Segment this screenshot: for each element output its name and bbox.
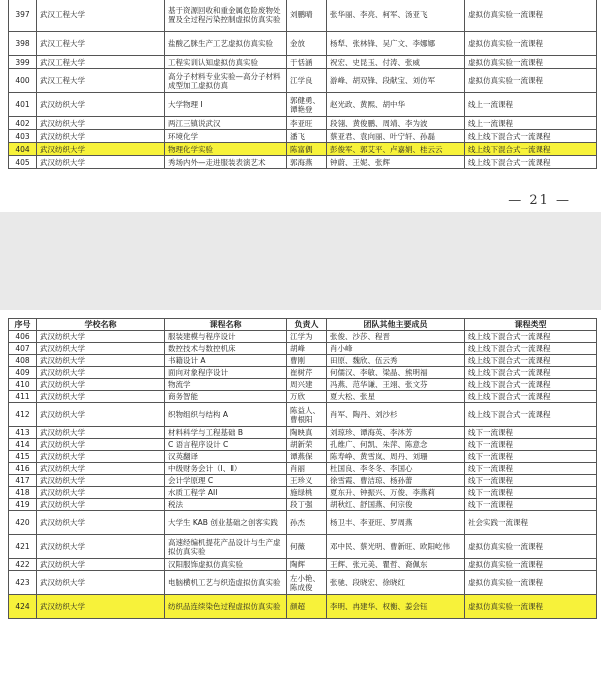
cell-no: 421	[9, 535, 37, 559]
cell-type: 虚拟仿真实验一流课程	[465, 69, 597, 93]
table-row	[9, 367, 597, 379]
table-row	[9, 32, 597, 56]
cell-no: 412	[9, 403, 37, 427]
cell-school: 武汉工程大学	[37, 0, 165, 32]
cell-no: 420	[9, 511, 37, 535]
cell-members: 段翎、黄俊鹏、周靖、李为波	[327, 117, 465, 130]
cell-course: 大学物理 I	[165, 93, 287, 117]
cell-course: 中级财务会计（Ⅰ、Ⅱ）	[165, 463, 287, 475]
cell-leader: 谭燕保	[287, 451, 327, 463]
cell-no: 423	[9, 571, 37, 595]
cell-leader: 李亚旺	[287, 117, 327, 130]
cell-type: 线下一流课程	[465, 487, 597, 499]
table-row	[9, 595, 597, 619]
cell-no: 414	[9, 439, 37, 451]
cell-school: 武汉纺织大学	[37, 331, 165, 343]
table-row	[9, 559, 597, 571]
cell-school: 武汉纺织大学	[37, 535, 165, 559]
cell-no: 410	[9, 379, 37, 391]
cell-course: 纺织品连续染色过程虚拟仿真实验	[165, 595, 287, 619]
cell-leader: 江学为	[287, 331, 327, 343]
cell-course: C 语言程序设计 C	[165, 439, 287, 451]
cell-course: 面向对象程序设计	[165, 367, 287, 379]
course-table-body	[9, 0, 597, 169]
table-row	[9, 511, 597, 535]
cell-leader: 胡新荣	[287, 439, 327, 451]
cell-members: 冯燕、范华谦、王翊、张文芬	[327, 379, 465, 391]
cell-course: 服装建模与程序设计	[165, 331, 287, 343]
cell-leader: 何薇	[287, 535, 327, 559]
header-type: 课程类型	[465, 319, 597, 331]
cell-leader: 陈富偶	[287, 143, 327, 156]
table-row	[9, 355, 597, 367]
cell-type: 线上线下混合式一流课程	[465, 367, 597, 379]
table-row	[9, 487, 597, 499]
cell-school: 武汉纺织大学	[37, 117, 165, 130]
cell-school: 武汉纺织大学	[37, 463, 165, 475]
cell-leader: 崔树芹	[287, 367, 327, 379]
cell-leader: 左小艳、陈成俊	[287, 571, 327, 595]
table-row	[9, 379, 597, 391]
cell-school: 武汉纺织大学	[37, 143, 165, 156]
cell-leader: 郭健勇、谭艳登	[287, 93, 327, 117]
cell-no: 422	[9, 559, 37, 571]
cell-course: 大学生 KAB 创业基础之创客实践	[165, 511, 287, 535]
cell-type: 线上线下混合式一流课程	[465, 331, 597, 343]
page-gap	[0, 212, 601, 310]
cell-school: 武汉纺织大学	[37, 130, 165, 143]
cell-leader: 江学良	[287, 69, 327, 93]
cell-course: 物理化学实验	[165, 143, 287, 156]
cell-leader: 孙杰	[287, 511, 327, 535]
cell-members: 夏东升、钟振兴、万俊、李燕莉	[327, 487, 465, 499]
table-row	[9, 499, 597, 511]
cell-members: 田原、魏欣、伍云秀	[327, 355, 465, 367]
cell-school: 武汉工程大学	[37, 56, 165, 69]
document-page-upper	[0, 0, 601, 212]
cell-members: 杨卫丰、李亚旺、罗周燕	[327, 511, 465, 535]
cell-leader: 陶辉	[287, 559, 327, 571]
cell-members: 张驰、段晓宏、徐晓红	[327, 571, 465, 595]
cell-type: 线上线下混合式一流课程	[465, 355, 597, 367]
cell-school: 武汉纺织大学	[37, 439, 165, 451]
cell-leader: 郭海燕	[287, 156, 327, 169]
course-table-continued	[8, 0, 597, 169]
cell-school: 武汉纺织大学	[37, 499, 165, 511]
cell-type: 线下一流课程	[465, 499, 597, 511]
cell-type: 线下一流课程	[465, 439, 597, 451]
cell-course: 基于资源回收和重金属危险废物处置及全过程污染控制虚拟仿真实验	[165, 0, 287, 32]
cell-school: 武汉纺织大学	[37, 511, 165, 535]
cell-members: 杨犁、张林锋、吴广文、李娜娜	[327, 32, 465, 56]
cell-members: 游峰、胡双锋、段献宝、刘仿军	[327, 69, 465, 93]
cell-leader: 金放	[287, 32, 327, 56]
cell-course: 物流学	[165, 379, 287, 391]
cell-no: 404	[9, 143, 37, 156]
cell-members: 孔维广、何凯、朱萍、陈意念	[327, 439, 465, 451]
cell-type: 虚拟仿真实验一流课程	[465, 56, 597, 69]
cell-type: 线上线下混合式一流课程	[465, 379, 597, 391]
table-row	[9, 93, 597, 117]
table-row	[9, 571, 597, 595]
cell-no: 413	[9, 427, 37, 439]
cell-no: 406	[9, 331, 37, 343]
cell-school: 武汉工程大学	[37, 69, 165, 93]
cell-members: 肖小峰	[327, 343, 465, 355]
cell-no: 400	[9, 69, 37, 93]
cell-leader: 于恬涵	[287, 56, 327, 69]
table-row	[9, 331, 597, 343]
cell-members: 夏大松、张星	[327, 391, 465, 403]
cell-leader: 陈益人、曹根阳	[287, 403, 327, 427]
cell-members: 何儒汉、李敏、梁晶、熊明福	[327, 367, 465, 379]
header-leader: 负责人	[287, 319, 327, 331]
cell-school: 武汉纺织大学	[37, 156, 165, 169]
cell-type: 虚拟仿真实验一流课程	[465, 535, 597, 559]
cell-course: 电脑横机工艺与织造虚拟仿真实验	[165, 571, 287, 595]
cell-school: 武汉纺织大学	[37, 451, 165, 463]
cell-leader: 刘鹏晴	[287, 0, 327, 32]
cell-type: 虚拟仿真实验一流课程	[465, 32, 597, 56]
cell-leader: 陶映真	[287, 427, 327, 439]
table-row	[9, 56, 597, 69]
cell-course: 两江三镇说武汉	[165, 117, 287, 130]
cell-course: 税法	[165, 499, 287, 511]
cell-type: 线下一流课程	[465, 475, 597, 487]
cell-type: 虚拟仿真实验一流课程	[465, 0, 597, 32]
cell-members: 肖军、陶丹、刘沙杉	[327, 403, 465, 427]
cell-course: 环境化学	[165, 130, 287, 143]
cell-no: 397	[9, 0, 37, 32]
cell-no: 405	[9, 156, 37, 169]
cell-leader: 万欣	[287, 391, 327, 403]
cell-course: 高速经编机提花产品设计与生产虚拟仿真实验	[165, 535, 287, 559]
cell-school: 武汉纺织大学	[37, 571, 165, 595]
cell-course: 秀场内外—走进服装表演艺术	[165, 156, 287, 169]
cell-leader: 王珍义	[287, 475, 327, 487]
cell-no: 417	[9, 475, 37, 487]
cell-course: 水质工程学 AII	[165, 487, 287, 499]
cell-members: 祝宏、史昆玉、付涛、张威	[327, 56, 465, 69]
cell-type: 社会实践一流课程	[465, 511, 597, 535]
cell-type: 线上一流课程	[465, 93, 597, 117]
cell-school: 武汉纺织大学	[37, 559, 165, 571]
cell-no: 399	[9, 56, 37, 69]
table-row	[9, 69, 597, 93]
cell-type: 虚拟仿真实验一流课程	[465, 559, 597, 571]
cell-school: 武汉工程大学	[37, 32, 165, 56]
cell-members: 张俊、沙莎、程晋	[327, 331, 465, 343]
cell-members: 刘琼珍、谭海英、李沐芳	[327, 427, 465, 439]
cell-members: 李明、冉建华、权衡、姜会钰	[327, 595, 465, 619]
header-school: 学校名称	[37, 319, 165, 331]
cell-leader: 颜超	[287, 595, 327, 619]
cell-leader: 肖丽	[287, 463, 327, 475]
cell-no: 409	[9, 367, 37, 379]
cell-school: 武汉纺织大学	[37, 367, 165, 379]
cell-course: 汉英翻译	[165, 451, 287, 463]
cell-school: 武汉纺织大学	[37, 595, 165, 619]
cell-course: 盐酸乙脒生产工艺虚拟仿真实验	[165, 32, 287, 56]
table-row	[9, 130, 597, 143]
cell-members: 彭俊军、郭艾平、卢嘉娟、桂云云	[327, 143, 465, 156]
cell-no: 407	[9, 343, 37, 355]
cell-members: 邓中民、蔡光明、曹新旺、欧阳屹伟	[327, 535, 465, 559]
table-row	[9, 475, 597, 487]
cell-course: 会计学原理 C	[165, 475, 287, 487]
header-course: 课程名称	[165, 319, 287, 331]
cell-school: 武汉纺织大学	[37, 475, 165, 487]
cell-members: 张华丽、李亮、柯军、汤亚飞	[327, 0, 465, 32]
table-row	[9, 117, 597, 130]
cell-no: 398	[9, 32, 37, 56]
cell-members: 陈寿峥、黄雪岚、周丹、刘珊	[327, 451, 465, 463]
header-members: 团队其他主要成员	[327, 319, 465, 331]
cell-type: 线上线下混合式一流课程	[465, 391, 597, 403]
cell-type: 线下一流课程	[465, 427, 597, 439]
cell-members: 赵光政、黄熙、胡中华	[327, 93, 465, 117]
table-row	[9, 463, 597, 475]
page-number: — 21 —	[508, 193, 571, 208]
cell-no: 419	[9, 499, 37, 511]
cell-members: 蔡亚君、袁向丽、叶宁轩、孙磊	[327, 130, 465, 143]
cell-no: 424	[9, 595, 37, 619]
cell-no: 411	[9, 391, 37, 403]
cell-type: 虚拟仿真实验一流课程	[465, 595, 597, 619]
table-row	[9, 403, 597, 427]
cell-course: 高分子材料专业实验—高分子材料成型加工虚拟仿真	[165, 69, 287, 93]
cell-course: 材料科学与工程基础 B	[165, 427, 287, 439]
cell-type: 线上线下混合式一流课程	[465, 156, 597, 169]
table-row	[9, 391, 597, 403]
cell-no: 402	[9, 117, 37, 130]
cell-no: 415	[9, 451, 37, 463]
cell-no: 418	[9, 487, 37, 499]
table-row	[9, 439, 597, 451]
cell-school: 武汉纺织大学	[37, 403, 165, 427]
cell-course: 工程实训认知虚拟仿真实验	[165, 56, 287, 69]
cell-type: 虚拟仿真实验一流课程	[465, 571, 597, 595]
cell-leader: 周兴建	[287, 379, 327, 391]
cell-type: 线下一流课程	[465, 451, 597, 463]
table-row	[9, 343, 597, 355]
cell-no: 416	[9, 463, 37, 475]
cell-members: 杜国良、李冬冬、李国心	[327, 463, 465, 475]
course-table	[8, 318, 597, 619]
cell-school: 武汉纺织大学	[37, 427, 165, 439]
cell-type: 线下一流课程	[465, 463, 597, 475]
course-table-body	[9, 331, 597, 619]
cell-no: 408	[9, 355, 37, 367]
table-row	[9, 451, 597, 463]
cell-leader: 段丁强	[287, 499, 327, 511]
cell-members: 徐雪霞、曹洁琼、杨孙蕾	[327, 475, 465, 487]
cell-course: 织物组织与结构 A	[165, 403, 287, 427]
cell-course: 商务智能	[165, 391, 287, 403]
cell-no: 401	[9, 93, 37, 117]
cell-school: 武汉纺织大学	[37, 487, 165, 499]
cell-leader: 胡峰	[287, 343, 327, 355]
cell-no: 403	[9, 130, 37, 143]
cell-school: 武汉纺织大学	[37, 93, 165, 117]
table-header-row	[9, 319, 597, 331]
cell-course: 汉阳服饰虚拟仿真实验	[165, 559, 287, 571]
header-no: 序号	[9, 319, 37, 331]
cell-type: 线上线下混合式一流课程	[465, 143, 597, 156]
cell-members: 王辉、张元美、瞿哲、裔佩东	[327, 559, 465, 571]
cell-type: 线上线下混合式一流课程	[465, 130, 597, 143]
cell-type: 线上线下混合式一流课程	[465, 403, 597, 427]
document-page-lower	[0, 310, 601, 677]
table-row	[9, 0, 597, 32]
table-row	[9, 143, 597, 156]
cell-course: 数控技术与数控机床	[165, 343, 287, 355]
table-row	[9, 535, 597, 559]
table-row	[9, 427, 597, 439]
cell-school: 武汉纺织大学	[37, 343, 165, 355]
cell-leader: 施绿桃	[287, 487, 327, 499]
cell-course: 书籍设计 A	[165, 355, 287, 367]
table-row	[9, 156, 597, 169]
cell-school: 武汉纺织大学	[37, 355, 165, 367]
cell-members: 胡秋红、舒国燕、何宗俊	[327, 499, 465, 511]
cell-leader: 曹刚	[287, 355, 327, 367]
cell-type: 线上线下混合式一流课程	[465, 343, 597, 355]
cell-leader: 潘飞	[287, 130, 327, 143]
cell-school: 武汉纺织大学	[37, 391, 165, 403]
cell-type: 线上一流课程	[465, 117, 597, 130]
cell-members: 钟蔚、王妮、张辉	[327, 156, 465, 169]
cell-school: 武汉纺织大学	[37, 379, 165, 391]
